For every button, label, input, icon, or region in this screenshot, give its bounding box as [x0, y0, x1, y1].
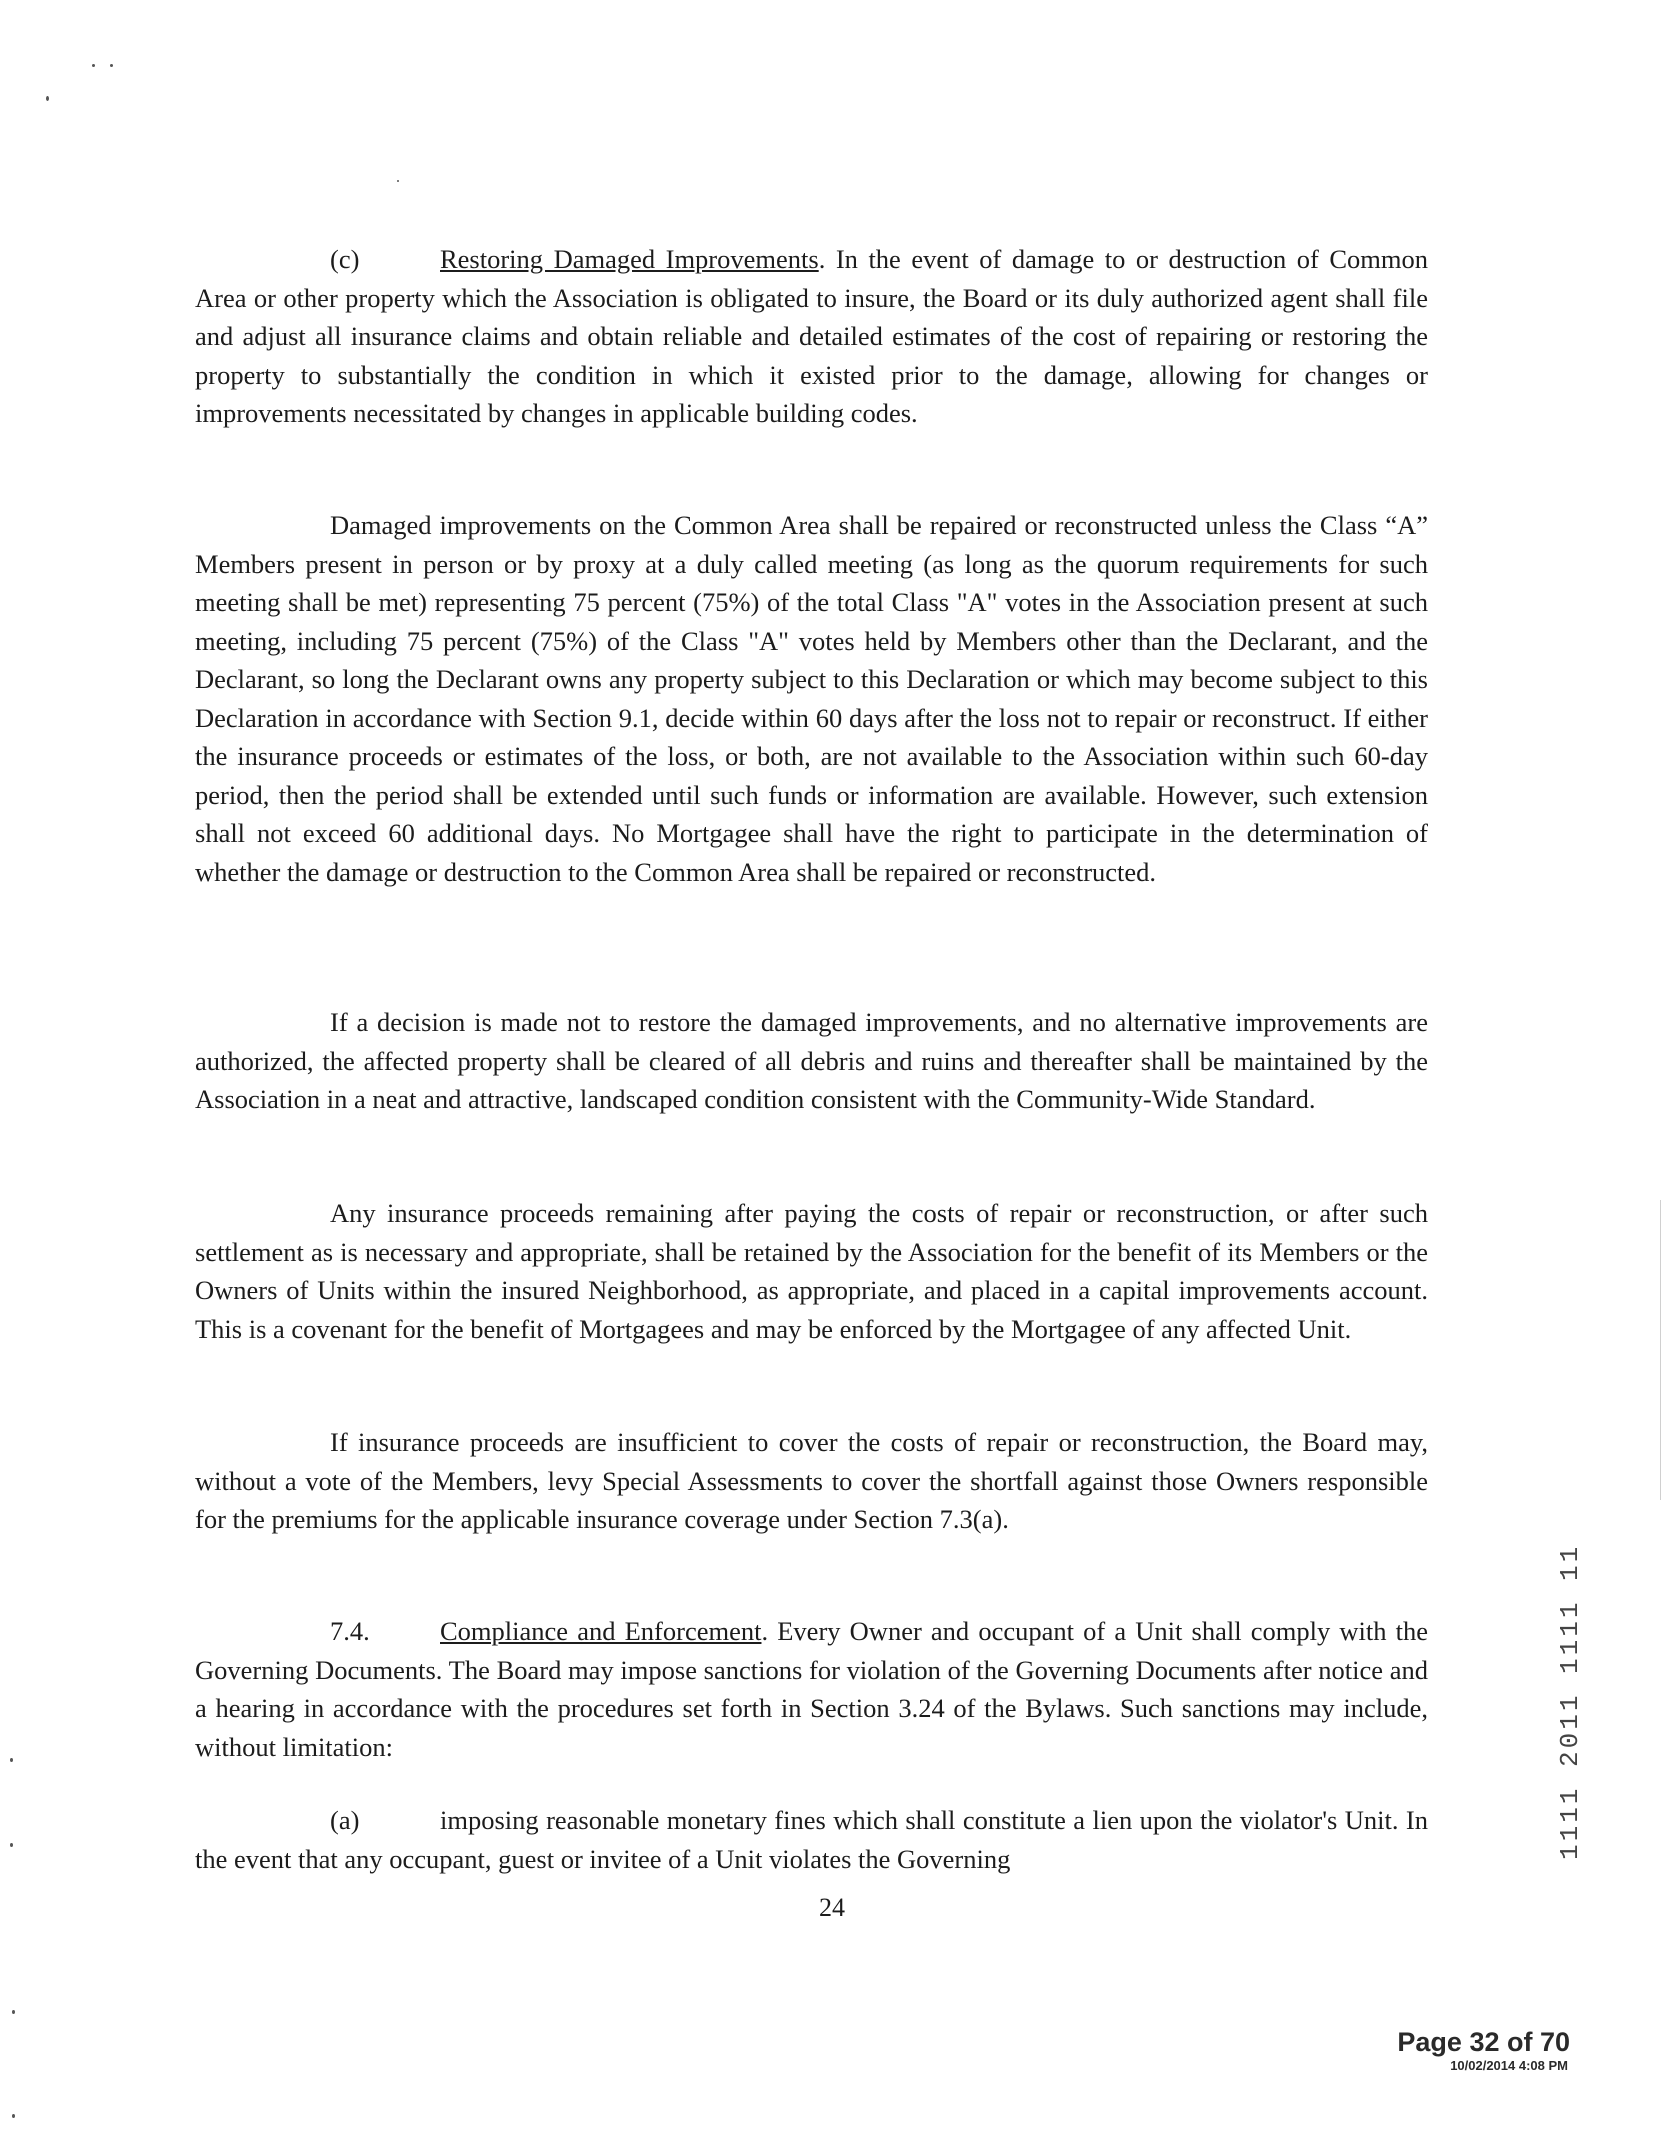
scan-edge-line	[1660, 1200, 1661, 1500]
section-heading: Restoring Damaged Improvements	[440, 244, 819, 274]
paragraph-decision-not-restore	[195, 1003, 1428, 1119]
paragraph-text: Any insurance proceeds remaining after paying the costs of repair or reconstruction, or after such settlement as is necessary and appropriate, shall be retained by the Association for the benefit of its Members or the Owners of Units within the insured Neighborhood, as appropriate, and placed in a capital improvements account. This is a covenant for the benefit of Mortgagees and may be enforced by the Mortgagee of any affected Unit.	[195, 1198, 1428, 1344]
section-number: 7.4.	[330, 1616, 370, 1646]
paragraph-fines	[195, 1801, 1428, 1878]
paragraph-restoring	[195, 240, 1428, 433]
paragraph-remaining-proceeds	[195, 1194, 1428, 1348]
side-recording-mark	[1525, 1530, 1585, 1870]
paragraph-text: If insurance proceeds are insufficient to cover the costs of repair or reconstruction, the Board may, without a vote of the Members, levy Special Assessments to cover the shortfall against those Owners responsible for the premiums for the applicable insurance coverage under Section 7.3(a).	[195, 1427, 1428, 1534]
section-heading: Compliance and Enforcement	[440, 1616, 762, 1646]
paragraph-text: . In the event of damage to or destruction of Common Area or other property which the Association is obligated to insure, the Board or its duly authorized agent shall file and adjust all insurance claims and obtain reliable and detailed estimates of the cost of repairing or restoring the property to substantially the condition in which it existed prior to the damage, allowing for changes or improvements necessitated by changes in applicable building codes.	[195, 244, 1428, 428]
paragraph-label: (a)	[330, 1805, 360, 1835]
stamp-date: 10/02/2014 4:08 PM	[1450, 2058, 1568, 2073]
side-mark-text: 1111 2011 1111 11	[1555, 1543, 1585, 1860]
paragraph-compliance-enforcement	[195, 1612, 1428, 1766]
scan-speck	[10, 1843, 13, 1847]
page-number: 24	[819, 1893, 845, 1922]
scan-speck	[10, 1758, 13, 1762]
paragraph-text: Damaged improvements on the Common Area shall be repaired or reconstructed unless the Class “A” Members present in person or by proxy at a duly called meeting (as long as the quorum requirements for such meeting shall be met) representing 75 percent (75%) of the total Class "A" votes in the Association present at such meeting, including 75 percent (75%) of the Class "A" votes held by Members other than the Declarant, and the Declarant, so long the Declarant owns any property subject to this Declaration or which may become subject to this Declaration in accordance with Section 9.1, decide within 60 days after the loss not to repair or reconstruct. If either the insurance proceeds or estimates of the loss, or both, are not available to the Association within such 60-day period, then the period shall be extended until such funds or information are available. However, such extension shall not exceed 60 additional days. No Mortgagee shall have the right to participate in the determination of whether the damage or destruction to the Common Area shall be repaired or reconstructed.	[195, 510, 1428, 887]
scan-speck	[397, 180, 399, 182]
scan-speck	[12, 2114, 15, 2118]
paragraph-insufficient-proceeds	[195, 1423, 1428, 1539]
paragraph-label: (c)	[330, 244, 360, 274]
paragraph-text: imposing reasonable monetary fines which shall constitute a lien upon the violator's Unit. In the event that any occupant, guest or invitee of a Unit violates the Governing	[195, 1805, 1428, 1874]
page-stamp: Page 32 of 70	[1397, 2027, 1570, 2057]
paragraph-damaged-improvements	[195, 506, 1428, 891]
paragraph-text: . Every Owner and occupant of a Unit shall comply with the Governing Documents. The Board may impose sanctions for violation of the Governing Documents after notice and a hearing in accordance with the procedures set forth in Section 3.24 of the Bylaws. Such sanctions may include, without limitation:	[195, 1616, 1428, 1762]
scan-speck	[92, 64, 95, 67]
scan-speck	[46, 96, 49, 101]
paragraph-text: If a decision is made not to restore the damaged improvements, and no alternative improvements are authorized, the affected property shall be cleared of all debris and ruins and thereafter shall be maintained by the Association in a neat and attractive, landscaped condition consistent with the Community-Wide Standard.	[195, 1007, 1428, 1114]
scan-speck	[12, 2010, 15, 2014]
scan-speck	[110, 64, 113, 67]
